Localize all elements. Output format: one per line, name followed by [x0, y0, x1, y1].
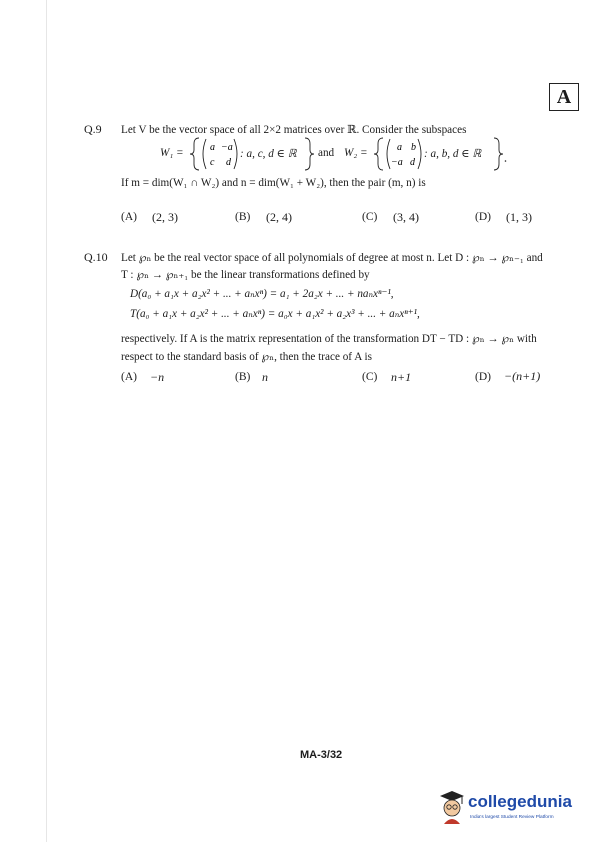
q9-question: If m = dim(W₁ ∩ W₂) and n = dim(W₁ + W₂), then the pair (m, n) is [121, 177, 426, 189]
q10-option-b-value: n [262, 370, 268, 384]
q10-option-b-label: (B) [235, 371, 251, 383]
q10-line4: respect to the standard basis of ℘ₙ, then the trace of A is [121, 351, 372, 363]
page-number: MA-3/32 [300, 749, 343, 761]
q10-line2: T : ℘ₙ → ℘ₙ₊₁ be the linear transformations defined by [121, 269, 370, 281]
q9-option-b-value: (2, 4) [266, 210, 292, 224]
q9-w1-close-brace [304, 136, 314, 172]
q10-option-c-value: n+1 [391, 370, 412, 384]
q10-number: Q.10 [84, 250, 108, 264]
q10-option-d-label: (D) [475, 371, 491, 383]
q10-line1: Let ℘ₙ be the real vector space of all polynomials of degree at most n. Let D : ℘ₙ → ℘ₙ₋₁ and [121, 252, 543, 264]
q9-w1-matrix [190, 136, 240, 172]
q10-option-d-value: −(n+1) [504, 369, 541, 383]
q9-option-b-label: (B) [235, 211, 251, 223]
w2-a12: b [411, 142, 416, 153]
q10-line3: respectively. If A is the matrix representation of the transformation DT − TD : ℘ₙ → ℘ₙ with [121, 333, 537, 345]
paper-set-code: A [549, 83, 579, 111]
q9-w1-condition: : a, c, d ∈ ℝ [240, 148, 297, 160]
left-margin-rule [46, 0, 47, 842]
q9-and: and [318, 147, 335, 159]
graduate-mascot-icon [436, 788, 466, 826]
q9-intro: Let V be the vector space of all 2×2 matrices over ℝ. Consider the subspaces [121, 124, 467, 136]
q10-option-c-label: (C) [362, 371, 378, 383]
q9-option-d-label: (D) [475, 211, 491, 223]
q9-w2-matrix [374, 136, 424, 172]
w1-a12: −a [221, 142, 233, 153]
w2-a11: a [397, 142, 402, 153]
q10-option-a-value: −n [150, 370, 165, 384]
q10-equation-d: D(a₀ + a₁x + a₂x² + ... + aₙxⁿ) = a₁ + 2a₂x + ... + naₙxⁿ⁻¹, [130, 288, 394, 300]
q9-option-a-label: (A) [121, 211, 137, 223]
logo-tagline: India's largest Student Review Platform [470, 815, 554, 820]
w2-a21: −a [391, 157, 403, 168]
q9-w2-condition: : a, b, d ∈ ℝ [424, 148, 482, 160]
q9-option-c-value: (3, 4) [393, 210, 419, 224]
q9-option-c-label: (C) [362, 211, 378, 223]
q9-option-d-value: (1, 3) [506, 210, 532, 224]
collegedunia-watermark [436, 786, 576, 830]
w1-a11: a [210, 142, 215, 153]
q10-equation-t: T(a₀ + a₁x + a₂x² + ... + aₙxⁿ) = a₀x + a₁x² + a₂x³ + ... + aₙxⁿ⁺¹, [130, 308, 420, 320]
q9-number: Q.9 [84, 122, 102, 136]
w2-a22: d [410, 157, 415, 168]
q9-w2-close-brace [493, 136, 507, 172]
w1-a21: c [210, 157, 215, 168]
q9-w1-label: W₁ = [160, 147, 184, 159]
q10-option-a-label: (A) [121, 371, 137, 383]
q9-option-a-value: (2, 3) [152, 210, 178, 224]
w1-a22: d [226, 157, 231, 168]
q9-w2-label: W₂ = [344, 147, 368, 159]
logo-wordmark: collegedunia [468, 792, 572, 811]
